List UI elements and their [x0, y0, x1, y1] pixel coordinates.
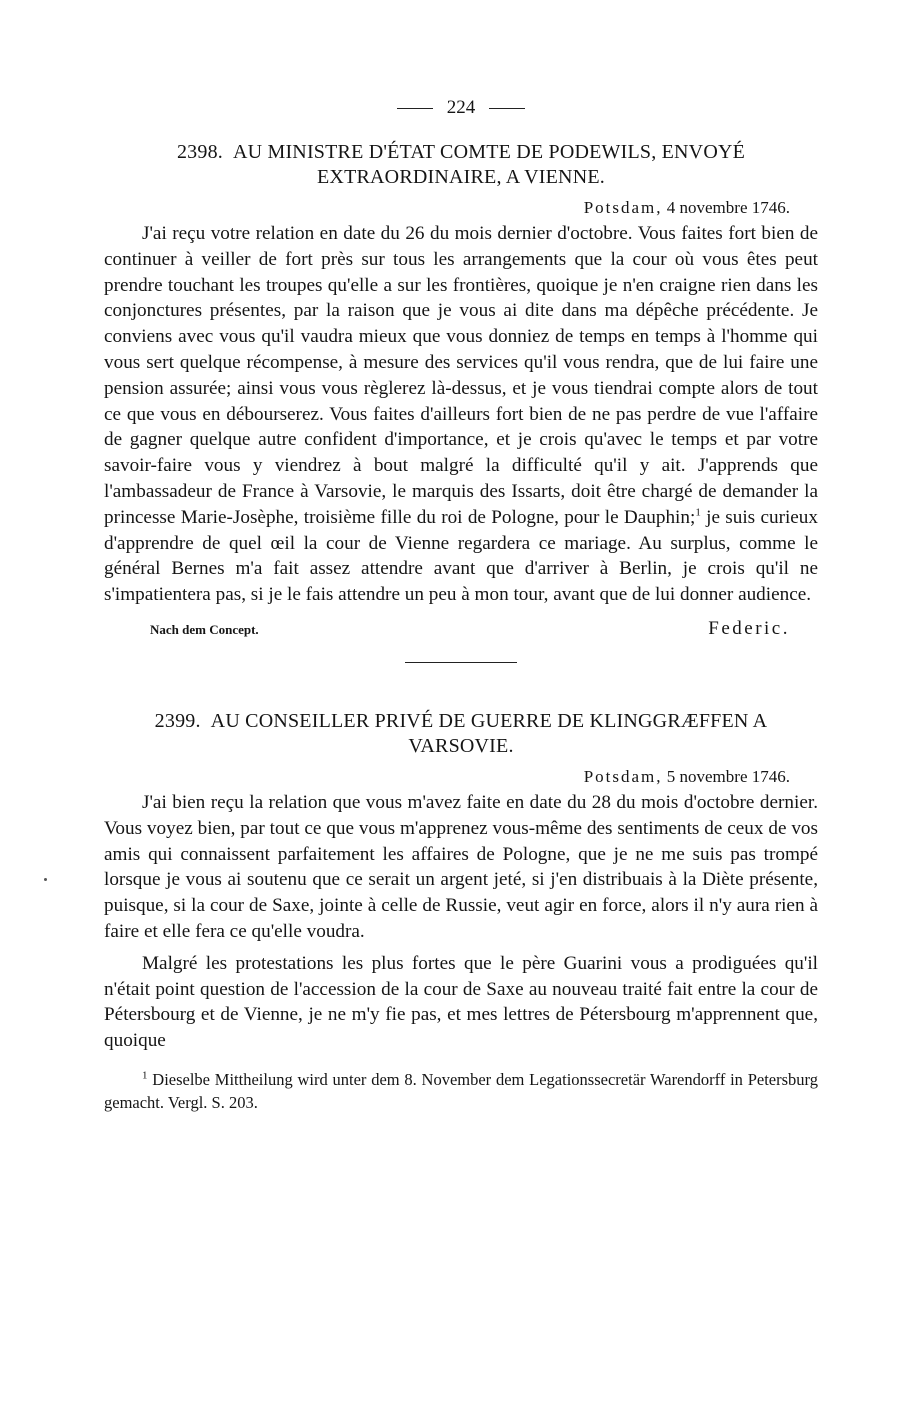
- footnote-mark: 1: [142, 1069, 148, 1082]
- page-number-dash-right: [489, 108, 525, 109]
- letter-2399-place: Potsdam,: [583, 766, 663, 786]
- letter-2398-date: 4 novembre 1746.: [666, 198, 790, 217]
- letter-2398-closing: [104, 618, 818, 640]
- letter-2399-paragraph-1: J'ai bien reçu la relation que vous m'avez faite en date du 28 du mois d'octobre dernier. Vous voyez bien, par tout ce que vous m'apprenez vous-même des sentiments de ceux de vos amis qui connaissent parfaitement les affaires de Pologne, que je ne me suis pas trompé lorsque je vous ai soutenu que ce serait un argent jeté, si j'en distribuais à la Diète présente, puisque, si la cour de Saxe, jointe à celle de Russie, veut agir en force, alors il n'y aura rien à faire et elle fera ce qu'elle voudra.: [104, 791, 818, 942]
- letter-2398-body-text: J'ai reçu votre relation en date du 26 du mois dernier d'octobre. Vous faites fort bien de continuer à veiller de fort près sur tous les arrangements que la cour où vous êtes peut prendre touchant les troupes qu'elle a sur les frontières, quoique je n'en craigne rien dans les conjonctures présentes, par la raison que je vous ai dite dans ma dépêche précédente. Je conviens avec vous qu'il vaudra mieux que vous donniez de temps en temps à l'homme qui vous sert quelque récompense, à mesure des services qu'il vous rendra, que de lui faire une pension assurée; ainsi vous vous règlerez là-dessus, et je vous tiendrai compte alors de tout ce que vous en débourserez. Vous faites d'ailleurs fort bien de ne pas perdre de vue l'affaire de gagner quelque autre confident d'importance, et je crois qu'avec le temps et par votre savoir-faire vous y viendrez à bout malgré la difficulté qu'il y ait. J'apprends que l'ambassadeur de France à Varsovie, le marquis des Issarts, doit être chargé de demander la princesse Marie-Josèphe, troisième fille du roi de Pologne, pour le Dauphin;: [104, 223, 818, 528]
- letter-2399-dateline: [104, 766, 818, 788]
- page-number-dash-left: [397, 108, 433, 109]
- footnote-reference-mark: 1: [695, 506, 701, 519]
- document-page: [104, 92, 818, 1114]
- letter-2398-place: Potsdam,: [583, 198, 663, 217]
- letter-2399-date: 5 novembre 1746.: [666, 766, 790, 786]
- source-note: Nach dem Concept.: [150, 621, 259, 637]
- letter-2399-number: 2399.: [154, 709, 201, 732]
- letter-2398-title: AU MINISTRE D'ÉTAT COMTE DE PODEWILS, ENVOYÉ EXTRAORDINAIRE, A VIENNE.: [232, 141, 746, 188]
- letter-2398-dateline: [104, 197, 818, 219]
- page-number: 224: [446, 97, 476, 118]
- letter-2399-title: AU CONSEILLER PRIVÉ DE GUERRE DE KLINGGRÆFFEN A VARSOVIE.: [210, 709, 768, 757]
- letter-2398-number: 2398.: [176, 141, 223, 163]
- letter-2398-body-continued: je suis curieux d'apprendre de quel œil la cour de Vienne regardera ce mariage. Au surplus, comme le général Bernes m'a fait assez attendre avant que d'arriver à Berlin, je crois qu'il ne s'impatientera pas, si je le fais attendre un peu à mon tour, avant que de lui donner audience.: [104, 506, 818, 606]
- letter-2398-heading: [104, 140, 818, 190]
- letter-2398-body: [104, 221, 818, 608]
- page-number-line: [104, 92, 818, 124]
- footnote: [104, 1068, 818, 1114]
- footnote-text: Dieselbe Mittheilung wird unter dem 8. November dem Legationssecretär Warendorff in Petersburg gemacht. Vergl. S. 203.: [104, 1069, 818, 1112]
- stray-ink-mark: [44, 878, 47, 881]
- letter-2399-paragraph-2: Malgré les protestations les plus fortes que le père Guarini vous a prodiguées qu'il n'était point question de l'accession de la cour de Saxe au nouveau traité fait entre la cour de Pétersbourg et de Vienne, je ne m'y fie pas, et mes lettres de Pétersbourg m'apprennent que, quoique: [104, 952, 818, 1052]
- letter-separator-rule: [405, 662, 517, 663]
- signature: Federic.: [708, 617, 790, 639]
- letter-2399-heading: [104, 709, 818, 759]
